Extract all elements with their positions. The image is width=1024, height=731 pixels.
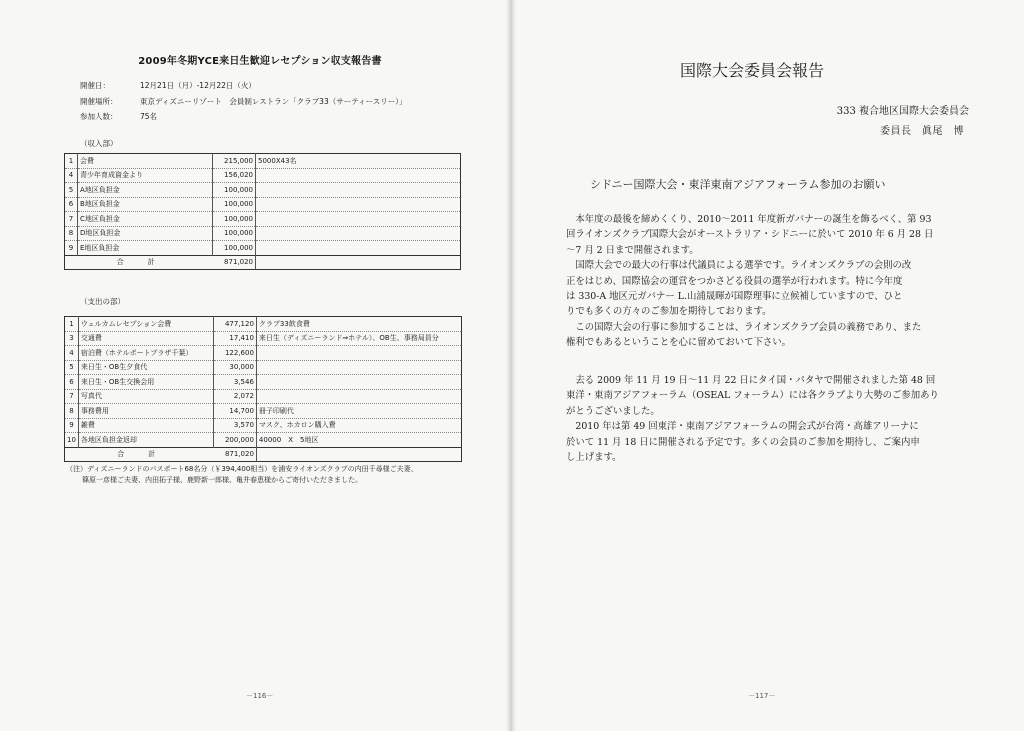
table-row xyxy=(65,346,462,361)
row-item: 青少年育成資金より xyxy=(78,168,213,183)
book-gutter xyxy=(506,0,516,731)
row-number: 6 xyxy=(65,197,78,212)
row-item: A地区負担金 xyxy=(78,183,213,198)
table-row xyxy=(65,168,461,183)
expense-section-label: （支出の部） xyxy=(80,297,125,306)
row-amount: 156,020 xyxy=(213,168,256,183)
table-row xyxy=(65,226,461,241)
text-line: 国際大会での最大の行事は代議員による選挙です。ライオンズクラブの会則の改 xyxy=(566,260,912,272)
table-row xyxy=(65,154,461,169)
row-number: 10 xyxy=(65,433,79,448)
row-note xyxy=(256,360,461,375)
text-line: 去る 2009 年 11 月 19 日～11 月 22 日にタイ国・パタヤで開催されました第 48 回 xyxy=(566,375,936,386)
table-row xyxy=(65,375,462,390)
row-number: 5 xyxy=(65,183,78,198)
row-item: 会費 xyxy=(78,154,213,169)
report-title: 2009年冬期YCE来日生歓迎レセプション収支報告書 xyxy=(138,56,382,67)
text-line: 於いて 11 月 18 日に開催される予定です。多くの会員のご参加を期待し、ご案内申 xyxy=(566,436,920,448)
footnote xyxy=(66,464,486,486)
row-item: E地区負担金 xyxy=(78,241,213,256)
footnote-line: （注）ディズニーランドのパスポート68名分（￥394,400相当）を浦安ライオンズクラブの内田千尋様ご夫妻、 xyxy=(66,465,418,473)
row-number: 6 xyxy=(65,375,79,390)
text-line: は 330-A 地区元ガバナー L.山浦晟暉が国際理事に立候補していますので、ひと xyxy=(566,291,903,303)
row-note: クラブ33飲食費 xyxy=(256,317,461,332)
text-line: 2010 年は第 49 回東洋・東南アジアフォーラムの開会式が台湾・高雄アリーナに xyxy=(566,421,919,433)
row-amount: 3,546 xyxy=(213,375,256,390)
text-line: がとうございました。 xyxy=(566,405,660,417)
total-amount: 871,020 xyxy=(213,255,256,270)
text-line: 回ライオンズクラブ国際大会がオーストラリア・シドニーに於いて 2010 年 6 月 28 日 xyxy=(566,229,934,241)
row-note xyxy=(256,168,461,183)
row-item: 来日生・OB生夕食代 xyxy=(78,360,213,375)
row-number: 5 xyxy=(65,360,79,375)
row-note xyxy=(256,375,461,390)
row-note xyxy=(256,346,461,361)
total-row xyxy=(65,255,461,270)
total-note xyxy=(256,255,461,270)
info-venue: 開催場所： 東京ディズニーリゾート 会員制レストラン「クラブ33（サーティースリー）」 xyxy=(80,97,407,106)
table-row xyxy=(65,317,462,332)
income-table xyxy=(64,153,461,270)
table-row xyxy=(65,389,462,404)
row-item: 交通費 xyxy=(78,331,213,346)
row-note xyxy=(256,197,461,212)
row-amount: 100,000 xyxy=(213,226,256,241)
total-label: 合計 xyxy=(65,255,213,270)
row-amount: 100,000 xyxy=(213,212,256,227)
income-section-label: （収入部） xyxy=(80,139,118,148)
text-line: この国際大会の行事に参加することは、ライオンズクラブ会員の義務であり、また xyxy=(566,321,922,333)
row-note: 冊子印刷代 xyxy=(256,404,461,419)
row-number: 1 xyxy=(65,154,78,169)
paragraph-oseal-forum xyxy=(566,373,968,465)
row-amount: 122,600 xyxy=(213,346,256,361)
row-number: 4 xyxy=(65,346,79,361)
paragraph-sydney-convention xyxy=(566,212,968,351)
text-line: 本年度の最後を締めくくり、2010～2011 年度新ガバナーの誕生を飾るべく、第 93 xyxy=(566,214,932,225)
row-number: 1 xyxy=(65,317,79,332)
row-item: 来日生・OB生交換会用 xyxy=(78,375,213,390)
row-note: 来日生（ディズニーランド⇒ホテル）、OB生、事務局員分 xyxy=(256,331,461,346)
table-row xyxy=(65,212,461,227)
row-item: ウェルカムレセプション会費 xyxy=(78,317,213,332)
table-row xyxy=(65,433,462,448)
total-label: 合計 xyxy=(65,447,214,462)
total-amount: 871,020 xyxy=(213,447,256,462)
row-item: 各地区負担金返却 xyxy=(78,433,213,448)
notice-subtitle: シドニー国際大会・東洋東南アジアフォーラム参加のお願い xyxy=(590,178,886,191)
text-line: 正をはじめ、国際協会の運営をつかさどる役員の選挙が行われます。特に今年度 xyxy=(566,275,903,287)
row-note xyxy=(256,212,461,227)
row-item: B地区負担金 xyxy=(78,197,213,212)
row-amount: 215,000 xyxy=(213,154,256,169)
row-item: C地区負担金 xyxy=(78,212,213,227)
page-number-left: －116－ xyxy=(246,692,274,700)
text-line: ～7 月 2 日まで開催されます。 xyxy=(566,244,699,256)
row-number: 7 xyxy=(65,212,78,227)
row-number: 8 xyxy=(65,404,79,419)
row-number: 9 xyxy=(65,418,79,433)
table-row xyxy=(65,360,462,375)
row-item: 宿泊費（ホテルポートプラザ千葉） xyxy=(78,346,213,361)
row-amount: 3,570 xyxy=(213,418,256,433)
row-note: 40000 X 5地区 xyxy=(256,433,461,448)
text-line: し上げます。 xyxy=(566,452,622,464)
text-line: 東洋・東南アジアフォーラム（OSEAL フォーラム）には各クラブより大勢のご参加あり xyxy=(566,390,939,402)
row-amount: 100,000 xyxy=(213,183,256,198)
info-date: 開催日： 12月21日（月）-12月22日（火） xyxy=(80,81,256,90)
row-number: 4 xyxy=(65,168,78,183)
row-item: D地区負担金 xyxy=(78,226,213,241)
row-amount: 2,072 xyxy=(213,389,256,404)
row-amount: 477,120 xyxy=(213,317,256,332)
row-amount: 200,000 xyxy=(213,433,256,448)
row-amount: 100,000 xyxy=(213,241,256,256)
row-number: 3 xyxy=(65,331,79,346)
row-number: 9 xyxy=(65,241,78,256)
total-note xyxy=(256,447,461,462)
row-amount: 30,000 xyxy=(213,360,256,375)
row-item: 雑費 xyxy=(78,418,213,433)
table-row xyxy=(65,404,462,419)
committee-name: 333 複合地区国際大会委員会 xyxy=(836,106,969,117)
row-item: 写真代 xyxy=(78,389,213,404)
text-line: 権利でもあるということを心に留めておいて下さい。 xyxy=(566,337,792,349)
row-amount: 17,410 xyxy=(213,331,256,346)
chair-name: 委員長 眞尾 博 xyxy=(880,126,964,137)
committee-report-title: 国際大会委員会報告 xyxy=(680,61,825,80)
row-note xyxy=(256,183,461,198)
total-row xyxy=(65,447,462,462)
expense-table xyxy=(64,316,462,462)
table-row xyxy=(65,183,461,198)
row-number: 8 xyxy=(65,226,78,241)
footnote-line: 篠原一彦様ご夫妻、内田拓子様、鹿野新一郎様、亀井春恵様からご寄付いただきました。 xyxy=(82,476,362,484)
text-line: りでも多くの方々のご参加を期待しております。 xyxy=(566,306,772,318)
row-note: マスク、ホカロン購入費 xyxy=(256,418,461,433)
row-note xyxy=(256,241,461,256)
row-note xyxy=(256,226,461,241)
row-number: 7 xyxy=(65,389,79,404)
info-attendees: 参加人数： 75名 xyxy=(80,112,158,121)
row-note xyxy=(256,389,461,404)
table-row xyxy=(65,418,462,433)
page-number-right: －117－ xyxy=(748,692,776,700)
row-amount: 14,700 xyxy=(213,404,256,419)
table-row xyxy=(65,197,461,212)
table-row xyxy=(65,241,461,256)
row-note: 5000X43名 xyxy=(256,154,461,169)
table-row xyxy=(65,331,462,346)
row-amount: 100,000 xyxy=(213,197,256,212)
row-item: 事務費用 xyxy=(78,404,213,419)
